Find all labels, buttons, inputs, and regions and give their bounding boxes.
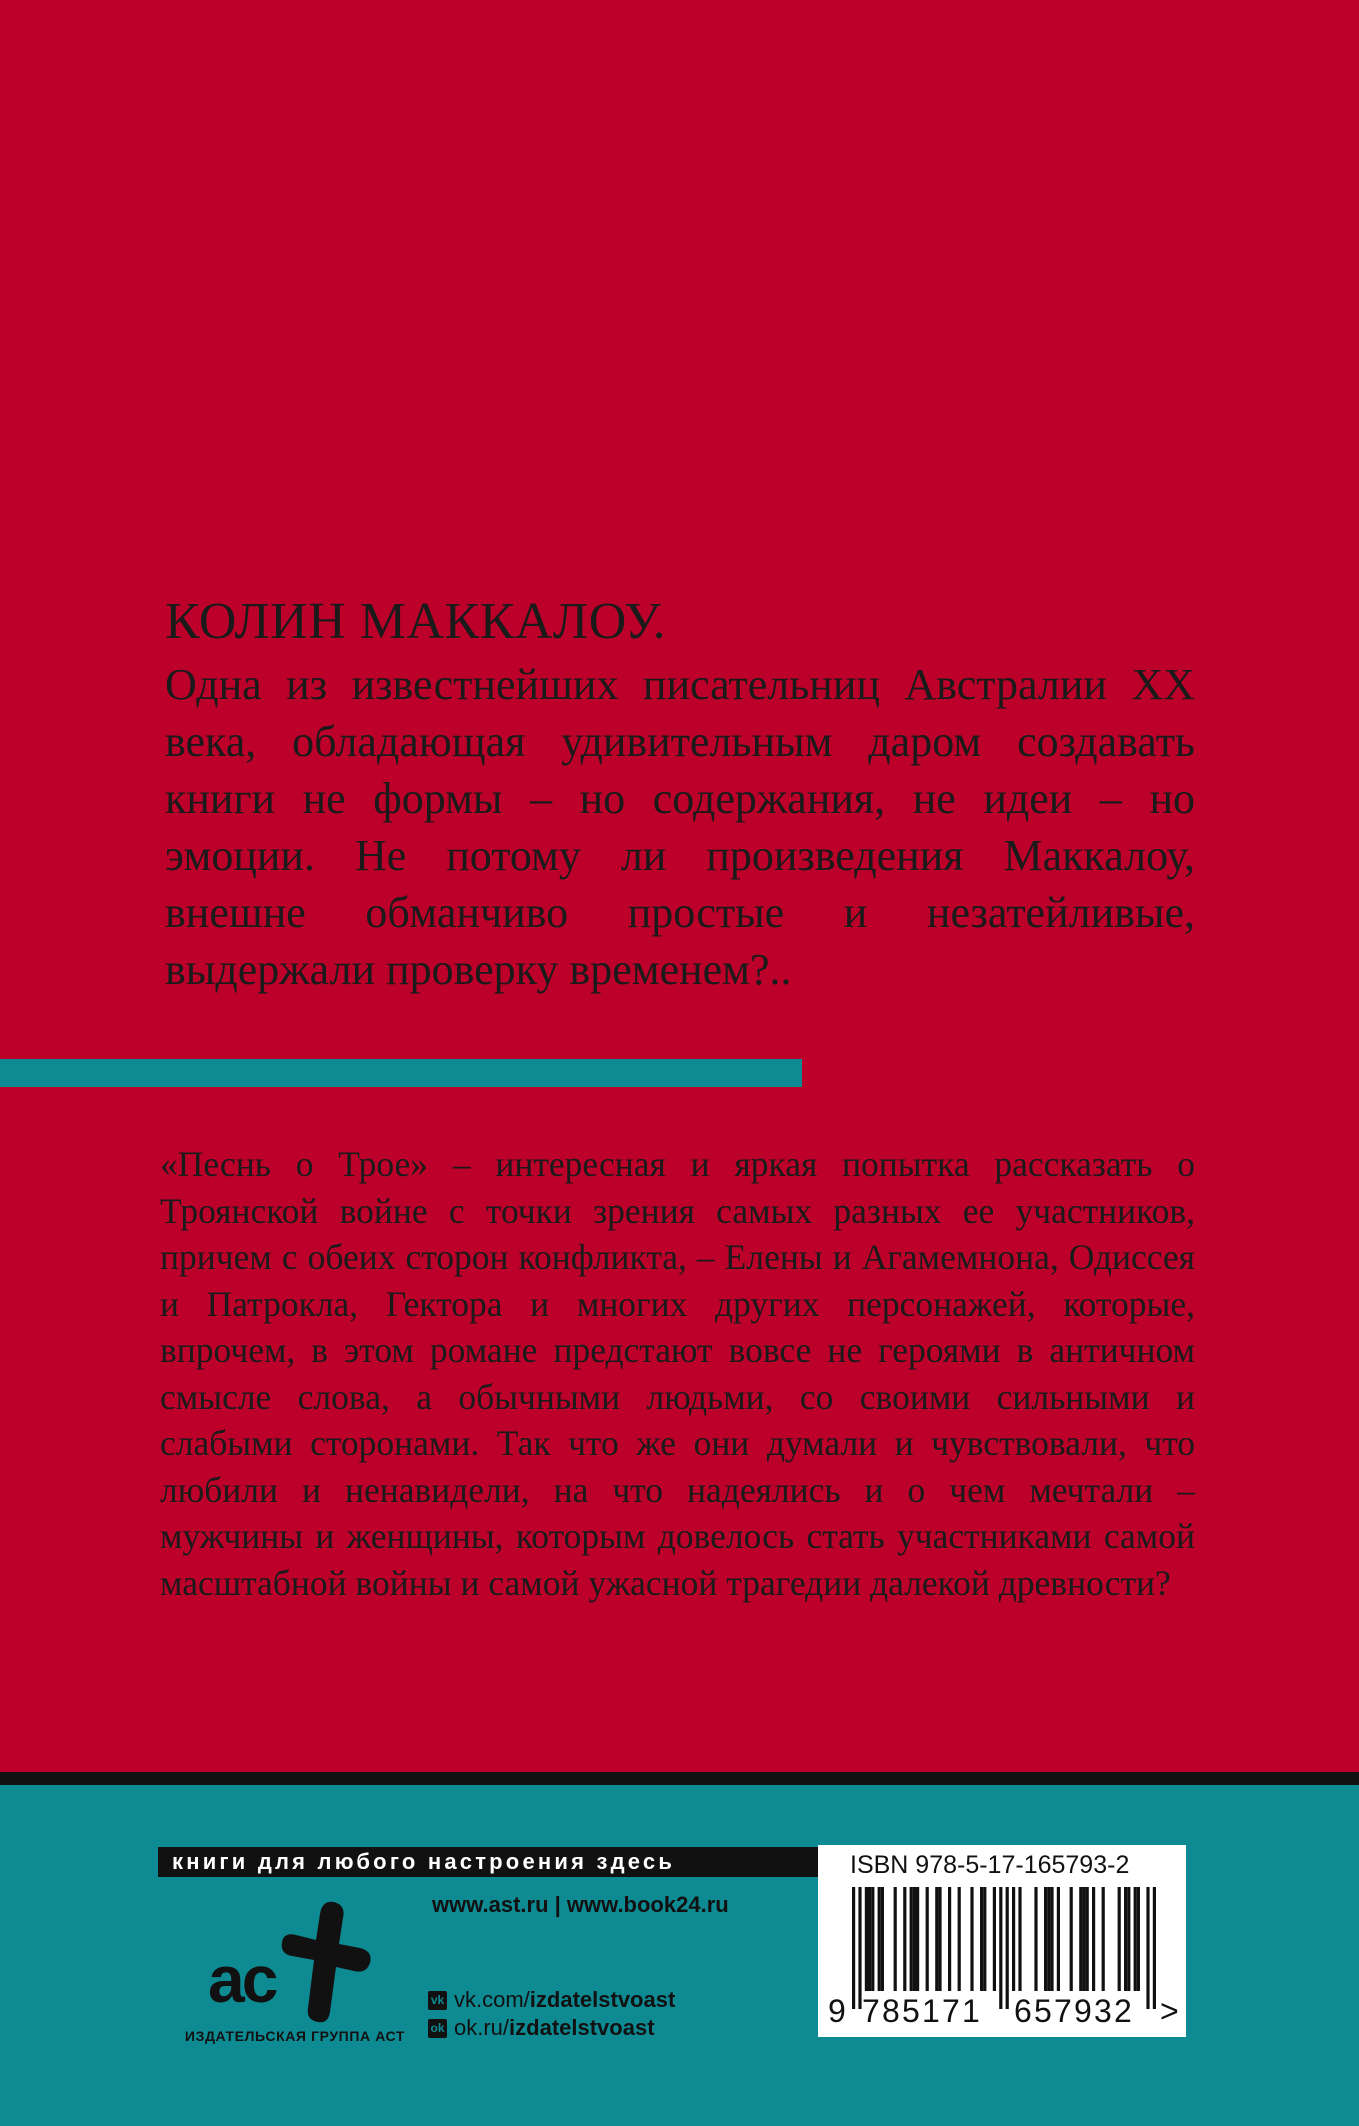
barcode-bar [1127, 1887, 1130, 1991]
barcode-first-digit: 9 [828, 1993, 848, 2029]
social-handle: izdatelstvoast [509, 2015, 655, 2040]
barcode-bar [1124, 1887, 1127, 1991]
barcode-bar [1070, 1887, 1073, 1991]
author-block [165, 590, 1195, 998]
barcode-bar [938, 1887, 941, 1991]
publisher-footer [0, 1785, 1359, 2126]
barcode-guard-bar [1153, 1887, 1156, 2009]
barcode-bar [868, 1887, 871, 1991]
barcode-bar [1044, 1887, 1047, 1991]
ok-icon: ok [428, 2019, 447, 2038]
barcode-bar [935, 1887, 938, 1991]
barcode-bar [881, 1887, 884, 1991]
barcode-bar [1134, 1887, 1137, 1991]
barcode-right-digits: 657932 [1014, 1993, 1134, 2029]
barcode-bar [1057, 1887, 1060, 1991]
barcode-guard-bar [858, 1887, 861, 2009]
social-prefix: vk.com/ [454, 1987, 530, 2012]
ast-logo-figure [282, 1902, 371, 2023]
black-divider-band [0, 1772, 1359, 1785]
barcode-bar [1012, 1887, 1015, 1991]
barcode-bar [1102, 1887, 1105, 1991]
teal-divider-stripe [0, 1059, 802, 1087]
ast-logo-letters: ac [208, 1942, 276, 2016]
social-link-ok[interactable] [428, 2015, 655, 2041]
author-name: КОЛИН МАККАЛОУ. [165, 593, 667, 650]
barcode-bar [1137, 1887, 1140, 1991]
vk-icon: vk [428, 1991, 447, 2010]
barcode-quiet-mark: > [1160, 1993, 1181, 2029]
author-bio: Одна из известнейших писательниц Австралии XX века, обладающая удивительным даром создавать книги не формы – но содержания, не идеи – но эмоции. Не потому ли произведения Маккалоу, внешне обманчиво простые и незатейливые, выдержали проверку временем?.. [165, 660, 1195, 994]
barcode-bar [1079, 1887, 1082, 1991]
isbn-barcode [818, 1845, 1186, 2037]
publisher-websites[interactable]: www.ast.ru | www.book24.ru [432, 1892, 729, 1917]
social-link-vk[interactable] [428, 1987, 675, 2013]
barcode-bar [983, 1887, 986, 1991]
barcode-bar [1047, 1887, 1050, 1991]
barcode-bar [948, 1887, 951, 1991]
book-annotation: «Песнь о Трое» – интересная и яркая попытка рассказать о Троянской войне с точки зрения самых разных ее участников, причем с обеих сторон конфликта, – Елены и Агамемнона, Одиссея и Патрокла, Гектора и многих других персонажей, которые, впрочем, в этом романе предстают вовсе не героями в античном смысле слова, а обычными людьми, со своими сильными и слабыми сторонами. Так что же они думали и чувствовали, что любили и ненавидели, на что надеялись и о чем мечтали – мужчины и женщины, которым довелось стать участниками самой масштабной войны и самой ужасной трагедии далекой древности? [160, 1144, 1195, 1603]
barcode-bar [865, 1887, 868, 1991]
barcode-guard-bar [852, 1887, 855, 2009]
barcode-bar [894, 1887, 897, 1991]
social-handle: izdatelstvoast [529, 1987, 676, 2012]
barcode-guard-bar [1146, 1887, 1149, 2009]
barcode-bar [1050, 1887, 1053, 1991]
barcode-bar [878, 1887, 881, 1991]
barcode-bar [980, 1887, 983, 1991]
slogan-bar: книги для любого настроения здесь [158, 1847, 818, 1877]
barcode-bar [903, 1887, 906, 1991]
barcode-bar [993, 1887, 996, 1991]
barcode-bar [913, 1887, 916, 1991]
barcode-bar [926, 1887, 929, 1991]
barcode-bar [1082, 1887, 1085, 1991]
barcode-bar [1086, 1887, 1089, 1991]
barcode-bar [1118, 1887, 1121, 1991]
barcode-bar [910, 1887, 913, 1991]
barcode-bar [1092, 1887, 1095, 1991]
barcode-bar [958, 1887, 961, 1991]
barcode-guard-bar [1006, 1887, 1009, 2009]
barcode-guard-bar [999, 1887, 1002, 2009]
barcode-bar [871, 1887, 874, 1991]
barcode-bar [970, 1887, 973, 1991]
barcode-bar [916, 1887, 919, 1991]
barcode-bar [1018, 1887, 1021, 1991]
ast-logo [180, 1890, 410, 2050]
social-prefix: ok.ru/ [454, 2015, 510, 2040]
isbn-label: ISBN 978-5-17-165793-2 [850, 1851, 1130, 1879]
barcode-bar [1034, 1887, 1037, 1991]
publisher-name: ИЗДАТЕЛЬСКАЯ ГРУППА АСТ [184, 2028, 406, 2044]
barcode-left-digits: 785171 [862, 1993, 982, 2029]
